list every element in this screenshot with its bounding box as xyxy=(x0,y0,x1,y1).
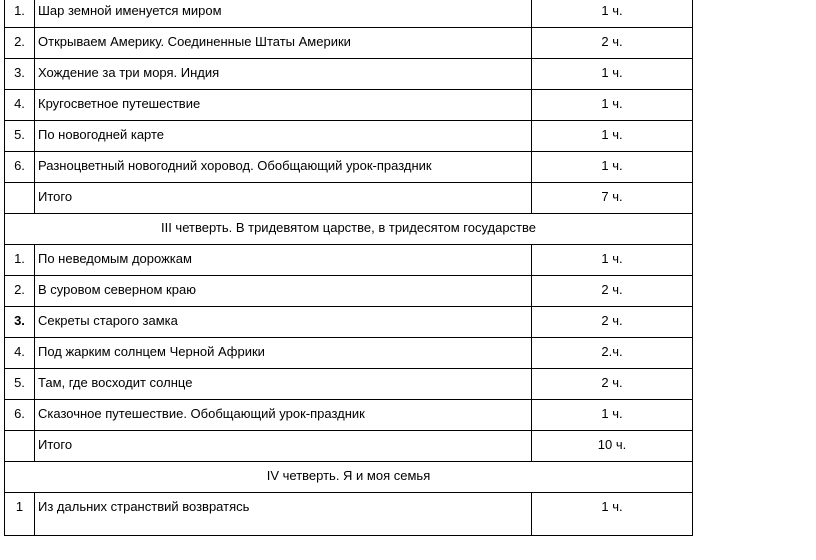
table-row xyxy=(5,369,693,400)
curriculum-table xyxy=(4,0,693,536)
hours-value: 2 ч. xyxy=(532,369,693,400)
table-row xyxy=(5,0,693,28)
row-number: 3. xyxy=(5,59,35,90)
row-number: 5. xyxy=(5,121,35,152)
row-number: 2. xyxy=(5,276,35,307)
row-number: 1. xyxy=(5,0,35,28)
hours-value: 1 ч. xyxy=(532,400,693,431)
topic-title: Под жарким солнцем Черной Африки xyxy=(35,338,532,369)
table-row xyxy=(5,276,693,307)
row-number: 6. xyxy=(5,400,35,431)
hours-value: 1 ч. xyxy=(532,59,693,90)
table-row xyxy=(5,28,693,59)
table-row xyxy=(5,183,693,214)
table-body xyxy=(5,0,693,536)
row-number: 4. xyxy=(5,90,35,121)
hours-value: 2 ч. xyxy=(532,28,693,59)
topic-title: По неведомым дорожкам xyxy=(35,245,532,276)
topic-title: Итого xyxy=(35,183,532,214)
topic-title: Итого xyxy=(35,431,532,462)
section-header-row xyxy=(5,214,693,245)
hours-value: 7 ч. xyxy=(532,183,693,214)
section-title: III четверть. В тридевятом царстве, в тридесятом государстве xyxy=(5,214,693,245)
table-row xyxy=(5,245,693,276)
topic-title: По новогодней карте xyxy=(35,121,532,152)
table-row xyxy=(5,493,693,536)
section-title: IV четверть. Я и моя семья xyxy=(5,462,693,493)
hours-value: 2 ч. xyxy=(532,307,693,338)
row-number: 5. xyxy=(5,369,35,400)
hours-value: 1 ч. xyxy=(532,90,693,121)
row-number: 6. xyxy=(5,152,35,183)
topic-title: Сказочное путешествие. Обобщающий урок-праздник xyxy=(35,400,532,431)
hours-value: 2.ч. xyxy=(532,338,693,369)
hours-value: 1 ч. xyxy=(532,152,693,183)
topic-title: Открываем Америку. Соединенные Штаты Америки xyxy=(35,28,532,59)
table-row xyxy=(5,400,693,431)
topic-title: Хождение за три моря. Индия xyxy=(35,59,532,90)
hours-value: 1 ч. xyxy=(532,493,693,536)
row-number: 1 xyxy=(5,493,35,536)
row-number xyxy=(5,183,35,214)
topic-title: Разноцветный новогодний хоровод. Обобщающий урок-праздник xyxy=(35,152,532,183)
hours-value: 10 ч. xyxy=(532,431,693,462)
topic-title: В суровом северном краю xyxy=(35,276,532,307)
row-number: 1. xyxy=(5,245,35,276)
table-row xyxy=(5,59,693,90)
row-number: 3. xyxy=(5,307,35,338)
table-row xyxy=(5,431,693,462)
row-number xyxy=(5,431,35,462)
topic-title: Из дальних странствий возвратясь xyxy=(35,493,532,536)
hours-value: 1 ч. xyxy=(532,121,693,152)
topic-title: Секреты старого замка xyxy=(35,307,532,338)
table-row xyxy=(5,307,693,338)
row-number: 4. xyxy=(5,338,35,369)
topic-title: Шар земной именуется миром xyxy=(35,0,532,28)
table-row xyxy=(5,121,693,152)
table-row xyxy=(5,90,693,121)
hours-value: 2 ч. xyxy=(532,276,693,307)
topic-title: Кругосветное путешествие xyxy=(35,90,532,121)
row-number: 2. xyxy=(5,28,35,59)
topic-title: Там, где восходит солнце xyxy=(35,369,532,400)
hours-value: 1 ч. xyxy=(532,245,693,276)
hours-value: 1 ч. xyxy=(532,0,693,28)
table-row xyxy=(5,152,693,183)
section-header-row xyxy=(5,462,693,493)
table-row xyxy=(5,338,693,369)
